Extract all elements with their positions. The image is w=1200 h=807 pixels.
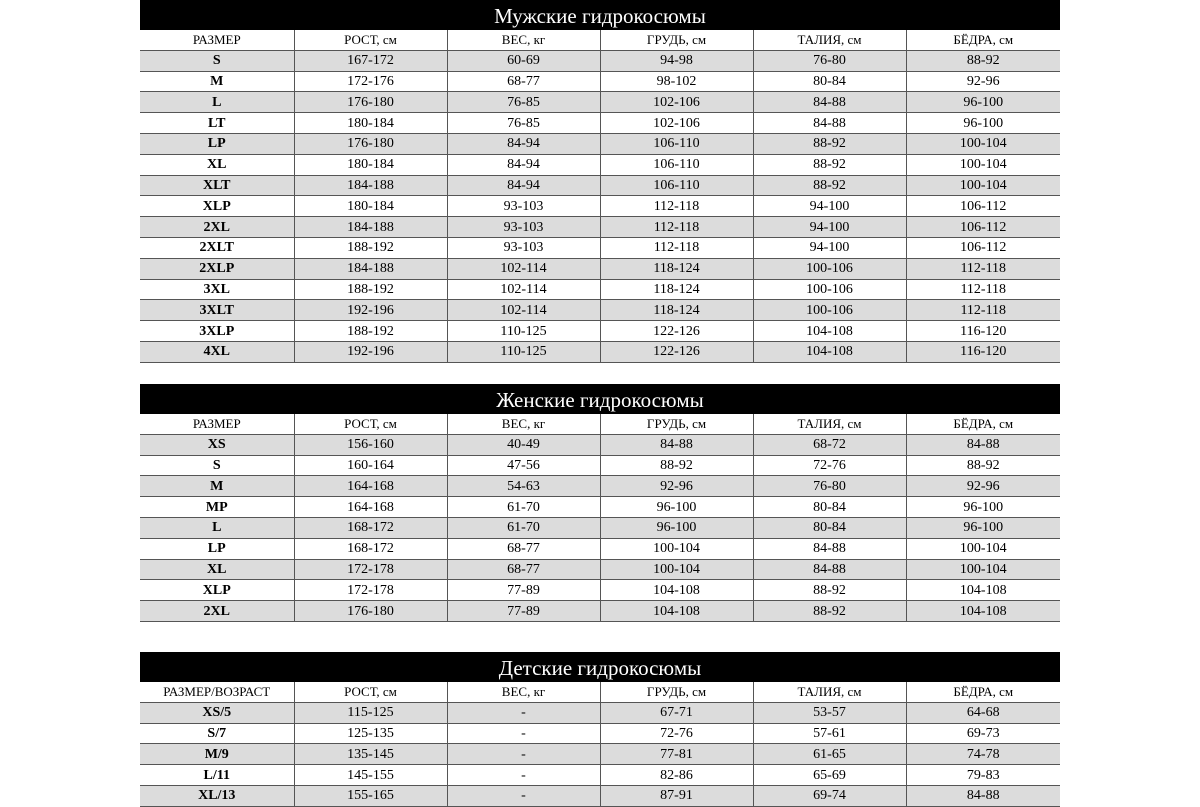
cell-weight: 54-63 <box>447 476 600 497</box>
cell-height: 172-178 <box>294 580 447 601</box>
table-row <box>140 196 1060 217</box>
cell-height: 172-176 <box>294 71 447 92</box>
cell-height: 160-164 <box>294 455 447 476</box>
cell-chest: 118-124 <box>600 279 753 300</box>
cell-size: L/11 <box>140 765 294 786</box>
women-size-table <box>140 414 1060 622</box>
cell-waist: 88-92 <box>753 580 906 601</box>
cell-weight: 93-103 <box>447 237 600 258</box>
cell-hips: 92-96 <box>906 71 1060 92</box>
cell-hips: 100-104 <box>906 154 1060 175</box>
kids-table-body <box>140 702 1060 806</box>
header-height: РОСТ, см <box>294 682 447 702</box>
cell-chest: 96-100 <box>600 497 753 518</box>
header-height: РОСТ, см <box>294 414 447 434</box>
table-row <box>140 723 1060 744</box>
cell-waist: 84-88 <box>753 113 906 134</box>
cell-chest: 72-76 <box>600 723 753 744</box>
cell-size: M <box>140 476 294 497</box>
cell-waist: 94-100 <box>753 217 906 238</box>
cell-chest: 106-110 <box>600 154 753 175</box>
cell-height: 168-172 <box>294 517 447 538</box>
men-size-section <box>140 0 1060 402</box>
women-section-title: Женские гидрокосюмы <box>140 384 1060 414</box>
cell-size: 3XLT <box>140 300 294 321</box>
cell-hips: 106-112 <box>906 196 1060 217</box>
table-row <box>140 300 1060 321</box>
cell-height: 188-192 <box>294 279 447 300</box>
cell-size: S <box>140 455 294 476</box>
cell-size: XLP <box>140 580 294 601</box>
table-row <box>140 601 1060 622</box>
cell-weight: 61-70 <box>447 517 600 538</box>
cell-height: 188-192 <box>294 321 447 342</box>
cell-chest: 84-88 <box>600 434 753 455</box>
cell-hips: 100-104 <box>906 133 1060 154</box>
table-row <box>140 258 1060 279</box>
header-weight: ВЕС, кг <box>447 30 600 50</box>
cell-hips: 74-78 <box>906 744 1060 765</box>
cell-size: L <box>140 517 294 538</box>
table-header-row <box>140 30 1060 50</box>
cell-hips: 100-104 <box>906 175 1060 196</box>
cell-hips: 92-96 <box>906 476 1060 497</box>
cell-hips: 106-112 <box>906 217 1060 238</box>
cell-waist: 80-84 <box>753 71 906 92</box>
cell-chest: 67-71 <box>600 702 753 723</box>
cell-size: 2XL <box>140 601 294 622</box>
cell-hips: 116-120 <box>906 341 1060 362</box>
header-chest: ГРУДЬ, см <box>600 30 753 50</box>
cell-chest: 87-91 <box>600 785 753 806</box>
cell-chest: 92-96 <box>600 476 753 497</box>
cell-chest: 104-108 <box>600 580 753 601</box>
cell-weight: - <box>447 744 600 765</box>
cell-chest: 118-124 <box>600 258 753 279</box>
header-hips: БЁДРА, см <box>906 682 1060 702</box>
cell-hips: 100-104 <box>906 538 1060 559</box>
cell-weight: 93-103 <box>447 217 600 238</box>
cell-size: 3XLP <box>140 321 294 342</box>
cell-hips: 69-73 <box>906 723 1060 744</box>
cell-size: 4XL <box>140 341 294 362</box>
table-row <box>140 175 1060 196</box>
cell-height: 180-184 <box>294 154 447 175</box>
header-waist: ТАЛИЯ, см <box>753 30 906 50</box>
cell-weight: - <box>447 702 600 723</box>
cell-hips: 96-100 <box>906 497 1060 518</box>
cell-waist: 65-69 <box>753 765 906 786</box>
cell-height: 145-155 <box>294 765 447 786</box>
cell-weight: 77-89 <box>447 580 600 601</box>
cell-waist: 76-80 <box>753 476 906 497</box>
cell-weight: 68-77 <box>447 538 600 559</box>
table-row <box>140 237 1060 258</box>
cell-height: 192-196 <box>294 341 447 362</box>
cell-waist: 88-92 <box>753 154 906 175</box>
table-row <box>140 154 1060 175</box>
cell-weight: 77-89 <box>447 601 600 622</box>
cell-height: 176-180 <box>294 92 447 113</box>
cell-chest: 112-118 <box>600 217 753 238</box>
cell-hips: 84-88 <box>906 785 1060 806</box>
cell-chest: 82-86 <box>600 765 753 786</box>
cell-height: 180-184 <box>294 113 447 134</box>
cell-weight: 61-70 <box>447 497 600 518</box>
cell-hips: 88-92 <box>906 50 1060 71</box>
cell-size: XL/13 <box>140 785 294 806</box>
cell-waist: 94-100 <box>753 196 906 217</box>
cell-size: 2XL <box>140 217 294 238</box>
cell-waist: 84-88 <box>753 538 906 559</box>
cell-chest: 88-92 <box>600 455 753 476</box>
cell-weight: 68-77 <box>447 71 600 92</box>
cell-weight: 76-85 <box>447 113 600 134</box>
cell-height: 180-184 <box>294 196 447 217</box>
cell-weight: 84-94 <box>447 154 600 175</box>
header-size-age: РАЗМЕР/ВОЗРАСТ <box>140 682 294 702</box>
header-height: РОСТ, см <box>294 30 447 50</box>
cell-chest: 100-104 <box>600 538 753 559</box>
table-row <box>140 580 1060 601</box>
table-row <box>140 785 1060 806</box>
cell-waist: 57-61 <box>753 723 906 744</box>
cell-chest: 122-126 <box>600 341 753 362</box>
cell-hips: 64-68 <box>906 702 1060 723</box>
cell-waist: 100-106 <box>753 279 906 300</box>
table-header-row <box>140 414 1060 434</box>
cell-chest: 96-100 <box>600 517 753 538</box>
kids-size-table <box>140 682 1060 807</box>
cell-size: MP <box>140 497 294 518</box>
cell-chest: 122-126 <box>600 321 753 342</box>
table-row <box>140 50 1060 71</box>
cell-chest: 106-110 <box>600 175 753 196</box>
table-row <box>140 217 1060 238</box>
cell-hips: 112-118 <box>906 258 1060 279</box>
table-header-row <box>140 682 1060 702</box>
cell-weight: - <box>447 785 600 806</box>
cell-waist: 84-88 <box>753 559 906 580</box>
cell-weight: 102-114 <box>447 258 600 279</box>
cell-waist: 61-65 <box>753 744 906 765</box>
cell-weight: 40-49 <box>447 434 600 455</box>
cell-hips: 106-112 <box>906 237 1060 258</box>
cell-size: LT <box>140 113 294 134</box>
cell-size: XL <box>140 559 294 580</box>
cell-chest: 112-118 <box>600 237 753 258</box>
kids-section-title: Детские гидрокосюмы <box>140 652 1060 682</box>
cell-waist: 72-76 <box>753 455 906 476</box>
men-section-title: Мужские гидрокосюмы <box>140 0 1060 30</box>
header-hips: БЁДРА, см <box>906 414 1060 434</box>
cell-hips: 96-100 <box>906 113 1060 134</box>
cell-hips: 116-120 <box>906 321 1060 342</box>
cell-hips: 112-118 <box>906 300 1060 321</box>
cell-height: 168-172 <box>294 538 447 559</box>
cell-weight: 102-114 <box>447 300 600 321</box>
cell-height: 176-180 <box>294 601 447 622</box>
header-weight: ВЕС, кг <box>447 414 600 434</box>
cell-height: 176-180 <box>294 133 447 154</box>
cell-weight: - <box>447 765 600 786</box>
cell-size: M/9 <box>140 744 294 765</box>
cell-height: 135-145 <box>294 744 447 765</box>
table-row <box>140 113 1060 134</box>
table-row <box>140 559 1060 580</box>
cell-chest: 106-110 <box>600 133 753 154</box>
header-chest: ГРУДЬ, см <box>600 414 753 434</box>
cell-size: S/7 <box>140 723 294 744</box>
cell-height: 188-192 <box>294 237 447 258</box>
cell-waist: 94-100 <box>753 237 906 258</box>
table-row <box>140 133 1060 154</box>
kids-size-section <box>140 652 1060 807</box>
cell-hips: 84-88 <box>906 434 1060 455</box>
cell-height: 125-135 <box>294 723 447 744</box>
table-row <box>140 744 1060 765</box>
header-hips: БЁДРА, см <box>906 30 1060 50</box>
cell-chest: 77-81 <box>600 744 753 765</box>
men-table-body <box>140 50 1060 362</box>
cell-weight: 84-94 <box>447 175 600 196</box>
table-row <box>140 517 1060 538</box>
cell-chest: 102-106 <box>600 113 753 134</box>
cell-size: 3XL <box>140 279 294 300</box>
table-row <box>140 702 1060 723</box>
cell-waist: 68-72 <box>753 434 906 455</box>
cell-chest: 98-102 <box>600 71 753 92</box>
cell-height: 192-196 <box>294 300 447 321</box>
cell-chest: 104-108 <box>600 601 753 622</box>
cell-height: 184-188 <box>294 175 447 196</box>
cell-height: 155-165 <box>294 785 447 806</box>
table-row <box>140 92 1060 113</box>
cell-height: 115-125 <box>294 702 447 723</box>
men-size-table <box>140 30 1060 363</box>
cell-waist: 100-106 <box>753 300 906 321</box>
table-row <box>140 455 1060 476</box>
header-size: РАЗМЕР <box>140 30 294 50</box>
cell-hips: 88-92 <box>906 455 1060 476</box>
cell-waist: 88-92 <box>753 175 906 196</box>
header-waist: ТАЛИЯ, см <box>753 414 906 434</box>
cell-hips: 96-100 <box>906 517 1060 538</box>
header-size: РАЗМЕР <box>140 414 294 434</box>
cell-size: XLP <box>140 196 294 217</box>
cell-size: M <box>140 71 294 92</box>
cell-chest: 118-124 <box>600 300 753 321</box>
cell-size: XS/5 <box>140 702 294 723</box>
cell-waist: 104-108 <box>753 321 906 342</box>
cell-weight: - <box>447 723 600 744</box>
cell-height: 167-172 <box>294 50 447 71</box>
cell-weight: 76-85 <box>447 92 600 113</box>
cell-height: 184-188 <box>294 217 447 238</box>
table-row <box>140 434 1060 455</box>
cell-waist: 88-92 <box>753 133 906 154</box>
cell-size: XL <box>140 154 294 175</box>
women-table-body <box>140 434 1060 621</box>
table-row <box>140 476 1060 497</box>
cell-height: 164-168 <box>294 497 447 518</box>
cell-waist: 84-88 <box>753 92 906 113</box>
cell-height: 184-188 <box>294 258 447 279</box>
cell-weight: 47-56 <box>447 455 600 476</box>
cell-weight: 60-69 <box>447 50 600 71</box>
cell-height: 156-160 <box>294 434 447 455</box>
cell-waist: 104-108 <box>753 341 906 362</box>
cell-size: 2XLP <box>140 258 294 279</box>
cell-height: 172-178 <box>294 559 447 580</box>
cell-waist: 88-92 <box>753 601 906 622</box>
cell-size: XS <box>140 434 294 455</box>
cell-waist: 76-80 <box>753 50 906 71</box>
table-row <box>140 71 1060 92</box>
cell-weight: 84-94 <box>447 133 600 154</box>
cell-hips: 104-108 <box>906 580 1060 601</box>
table-row <box>140 321 1060 342</box>
cell-weight: 102-114 <box>447 279 600 300</box>
cell-waist: 80-84 <box>753 517 906 538</box>
cell-size: 2XLT <box>140 237 294 258</box>
table-row <box>140 341 1060 362</box>
cell-waist: 100-106 <box>753 258 906 279</box>
women-size-section <box>140 384 1060 661</box>
cell-size: XLT <box>140 175 294 196</box>
cell-size: L <box>140 92 294 113</box>
cell-waist: 69-74 <box>753 785 906 806</box>
cell-size: LP <box>140 133 294 154</box>
cell-weight: 110-125 <box>447 321 600 342</box>
cell-hips: 96-100 <box>906 92 1060 113</box>
cell-weight: 110-125 <box>447 341 600 362</box>
cell-size: S <box>140 50 294 71</box>
cell-weight: 68-77 <box>447 559 600 580</box>
cell-chest: 112-118 <box>600 196 753 217</box>
header-weight: ВЕС, кг <box>447 682 600 702</box>
header-chest: ГРУДЬ, см <box>600 682 753 702</box>
cell-weight: 93-103 <box>447 196 600 217</box>
cell-hips: 100-104 <box>906 559 1060 580</box>
table-row <box>140 538 1060 559</box>
cell-height: 164-168 <box>294 476 447 497</box>
cell-waist: 53-57 <box>753 702 906 723</box>
cell-chest: 102-106 <box>600 92 753 113</box>
header-waist: ТАЛИЯ, см <box>753 682 906 702</box>
cell-chest: 94-98 <box>600 50 753 71</box>
cell-chest: 100-104 <box>600 559 753 580</box>
cell-waist: 80-84 <box>753 497 906 518</box>
table-row <box>140 497 1060 518</box>
table-row <box>140 765 1060 786</box>
cell-hips: 104-108 <box>906 601 1060 622</box>
table-row <box>140 279 1060 300</box>
cell-size: LP <box>140 538 294 559</box>
cell-hips: 79-83 <box>906 765 1060 786</box>
cell-hips: 112-118 <box>906 279 1060 300</box>
